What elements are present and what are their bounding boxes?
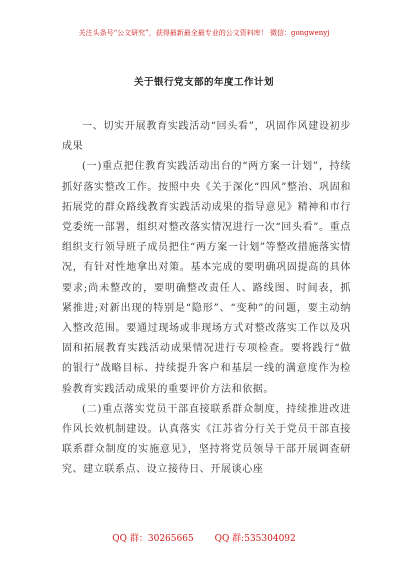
footer-contact — [0, 531, 408, 544]
footer-qq-group-1: QQ 群：30265665 — [112, 534, 194, 544]
section-heading-1: 一、切实开展教育实践活动“回头看”，巩固作风建设初步成果 — [62, 121, 351, 153]
document-title: 关于银行党支部的年度工作计划 — [133, 77, 274, 88]
header-promo-note: 关注头条号“公文研究”，获得最新最全最专业的公文资料库！ 微信：gongwenyj — [78, 29, 330, 37]
document-body — [62, 117, 351, 481]
paragraph-1: (一)重点把住教育实践活动出台的“两方案一计划”，持续抓好落实整改工作。按照中央《关于深化“四风”整治、巩固和拓展党的群众路线教育实践活动成果的指导意见》精神和市行党委统一部署，组织对整改落实情况进行一次“回头看”。重点组织支行领导班子成员把住“两方案一计划”等整改措施落实情况，有针对性地拿出对策。基本完成的要明确巩固提高的具体要求;尚未整改的，要明确整改责任人、路线图、时间表，抓紧推进;对新出现的特别是“隐形”、“变种”的问题，要主动纳入整改范围。要通过现场或非现场方式对整改落实工作以及巩固和拓展教育实践活动成果情况进行专项检查。要将践行“做的银行”战略目标、持续提升客户和基层一线的满意度作为检验教育实践活动成果的重要评价方法和依据。 — [62, 161, 351, 395]
footer-qq-group-2: QQ 群:535304092 — [214, 534, 296, 544]
paragraph-2: (二)重点落实党员干部直接联系群众制度，持续推进改进作风长效机制建设。认真落实《江苏省分行关于党员干部直接联系群众制度的实施意见》，坚持将党员领导干部开展调查研究、建立联系点、设立接待日、开展谈心座 — [62, 403, 351, 476]
